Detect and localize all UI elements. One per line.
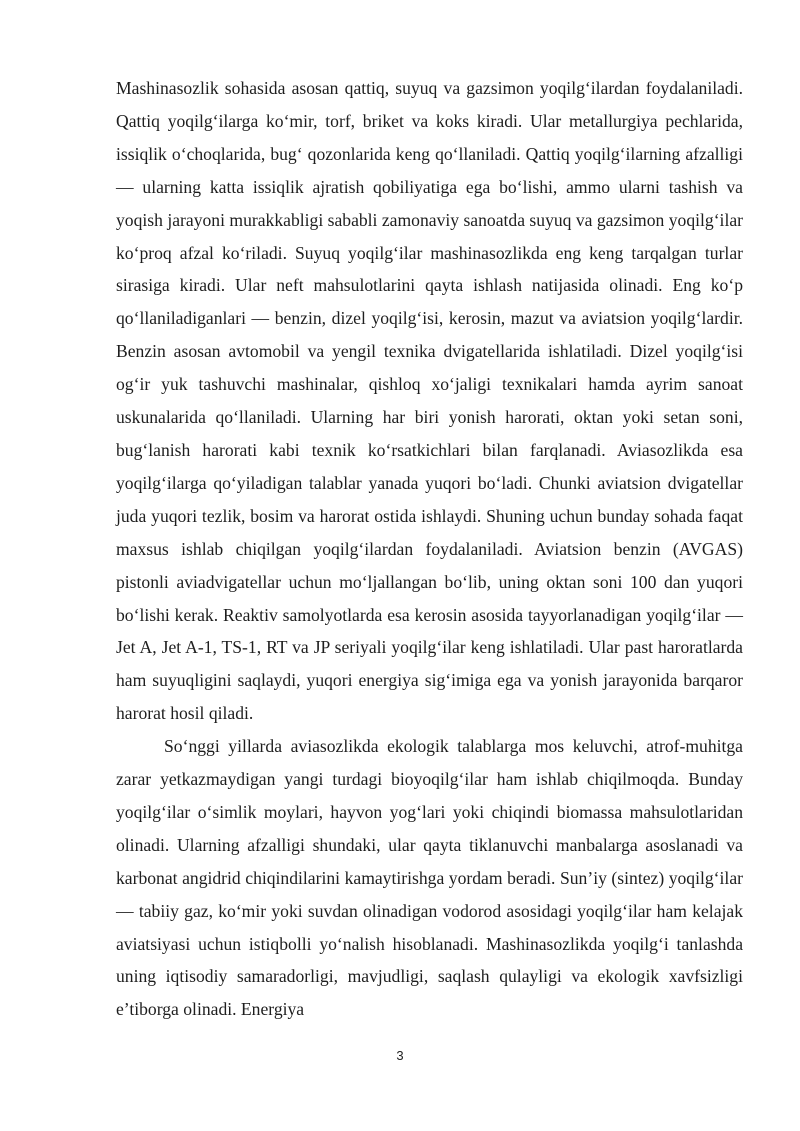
paragraph-1: Mashinasozlik sohasida asosan qattiq, suyuq va gazsimon yoqilg‘ilardan foydalaniladi. Qattiq yoqilg‘ilarga ko‘mir, torf, briket va koks kiradi. Ular metallurgiya pechlarida, issiqlik o‘choqlarida, bug‘ qozonlarida keng qo‘llaniladi. Qattiq yoqilg‘ilarning afzalligi — ularning katta issiqlik ajratish qobiliyatiga ega bo‘lishi, ammo ularni tashish va yoqish jarayoni murakkabligi sababli zamonaviy sanoatda suyuq va gazsimon yoqilg‘ilar ko‘proq afzal ko‘riladi. Suyuq yoqilg‘ilar mashinasozlikda eng keng tarqalgan turlar sirasiga kiradi. Ular neft mahsulotlarini qayta ishlash natijasida olinadi. Eng ko‘p qo‘llaniladiganlari — benzin, dizel yoqilg‘isi, kerosin, mazut va aviatsion yoqilg‘lardir. Benzin asosan avtomobil va yengil texnika dvigatellarida ishlatiladi. Dizel yoqilg‘isi og‘ir yuk tashuvchi mashinalar, qishloq xo‘jaligi texnikalari hamda ayrim sanoat uskunalarida qo‘llaniladi. Ularning har biri yonish harorati, oktan yoki setan soni, bug‘lanish harorati kabi texnik ko‘rsatkichlari bilan farqlanadi. Aviasozlikda esa yoqilg‘ilarga qo‘yiladigan talablar yanada yuqori bo‘ladi. Chunki aviatsion dvigatellar juda yuqori tezlik, bosim va harorat ostida ishlaydi. Shuning uchun bunday sohada faqat maxsus ishlab chiqilgan yoqilg‘ilardan foydalaniladi. Aviatsion benzin (AVGAS) pistonli aviadvigatellar uchun mo‘ljallangan bo‘lib, uning oktan soni 100 dan yuqori bo‘lishi kerak. Reaktiv samolyotlarda esa kerosin asosida tayyorlanadigan yoqilg‘ilar — Jet A, Jet A-1, TS-1, RT va JP seriyali yoqilg‘ilar keng ishlatiladi. Ular past haroratlarda ham suyuqligini saqlaydi, yuqori energiya sig‘imiga ega va yonish jarayonida barqaror harorat hosil qiladi. [116,78,743,724]
page-number: 3 [396,1048,404,1063]
body-text [116,72,743,1026]
paragraph-2: So‘nggi yillarda aviasozlikda ekologik talablarga mos keluvchi, atrof-muhitga zarar yetkazmaydigan yangi turdagi bioyoqilg‘ilar ham ishlab chiqilmoqda. Bunday yoqilg‘ilar o‘simlik moylari, hayvon yog‘lari yoki chiqindi biomassa mahsulotlaridan olinadi. Ularning afzalligi shundaki, ular qayta tiklanuvchi manbalarga asoslanadi va karbonat angidrid chiqindilarini kamaytirishga yordam beradi. Sun’iy (sintez) yoqilg‘ilar — tabiiy gaz, ko‘mir yoki suvdan olinadigan vodorod asosidagi yoqilg‘ilar ham kelajak aviatsiyasi uchun istiqbolli yo‘nalish hisoblanadi. Mashinasozlikda yoqilg‘i tanlashda uning iqtisodiy samaradorligi, mavjudligi, saqlash qulayligi va ekologik xavfsizligi e’tiborga olinadi. Energiya [116,736,743,1020]
